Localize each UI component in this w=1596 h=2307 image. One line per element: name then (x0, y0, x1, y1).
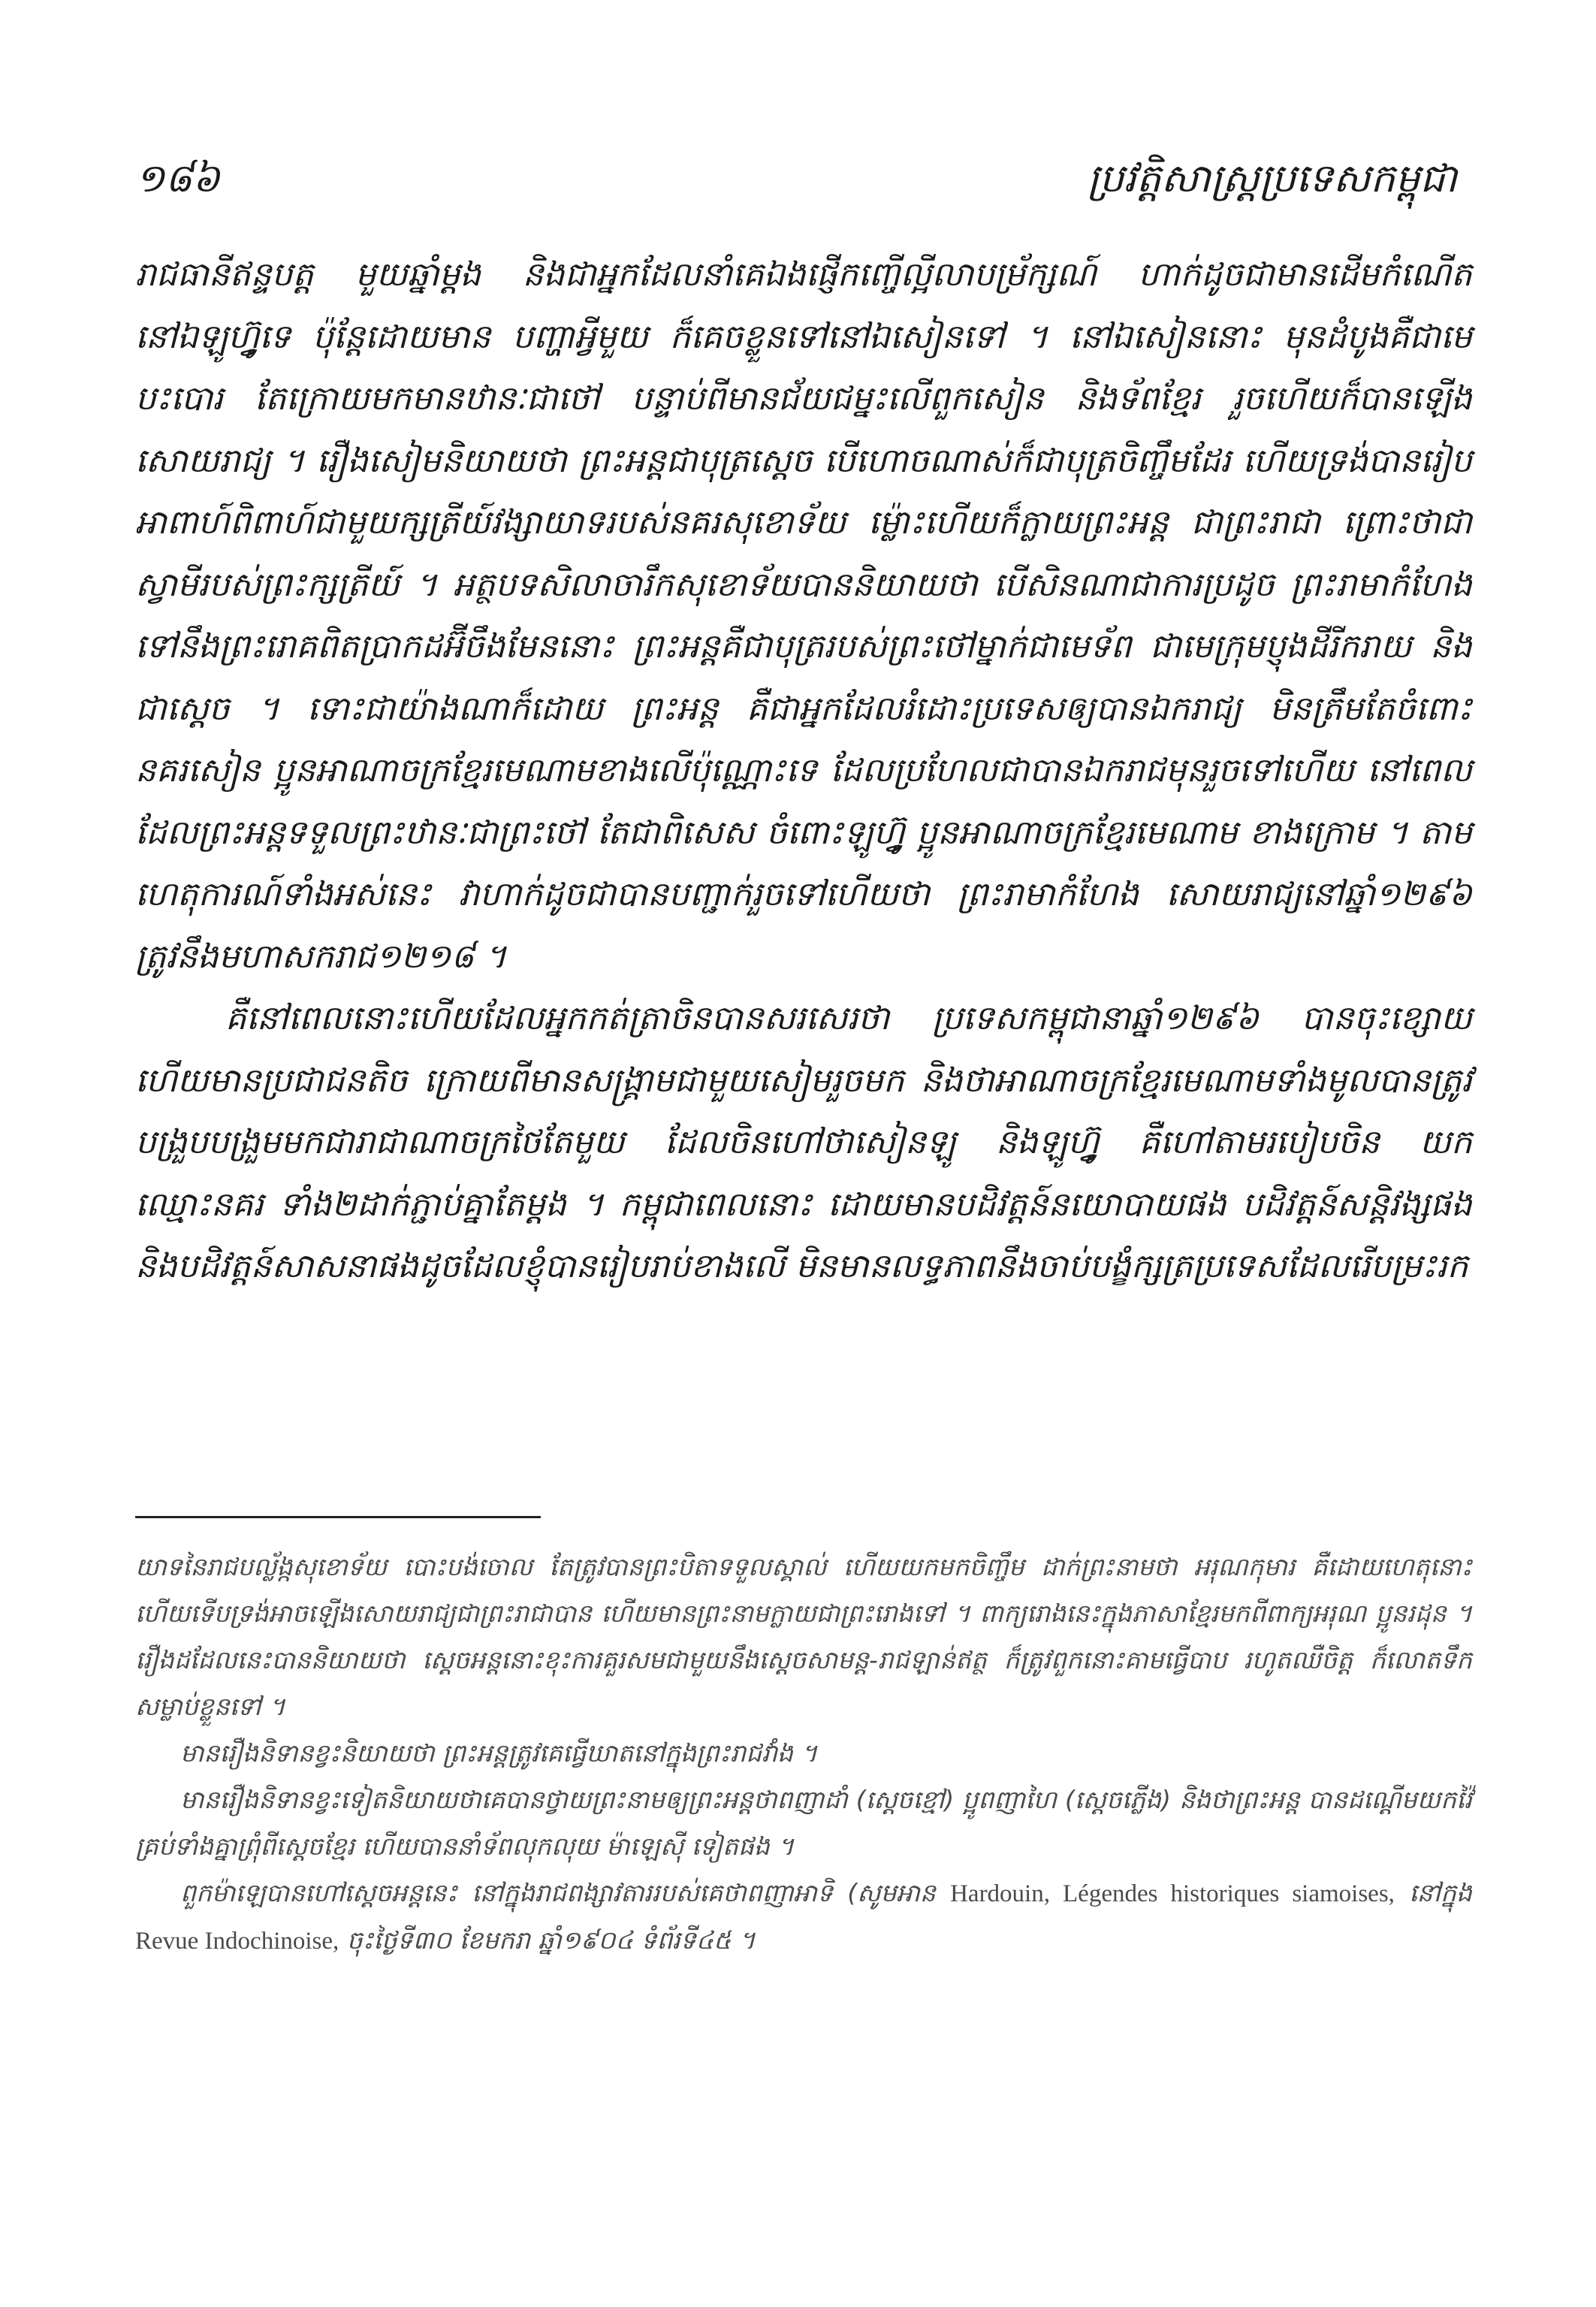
footnote (135, 1870, 1472, 1964)
footnote-text: នៅក្នុង (1409, 1878, 1472, 1907)
body-paragraph: រាជធានីឥន្ទបត្ត មួយឆ្នាំម្តង និងជាអ្នកដែលនាំគេឯងផ្ញើកញ្ចើល្អីលាបម្រ័ក្សណ៍ ហាក់ដូចជាមានដើមកំណើតនៅឯឡូហ្វ៊ូទេ ប៉ុន្តែដោយមាន បញ្ហាអ្វីមួយ ក៏គេចខ្លួនទៅនៅឯសៀនទៅ ។ នៅឯសៀននោះ មុនដំបូងគឺជាមេបះបោរ តែក្រោយមកមានឋានៈជាថៅ បន្ទាប់ពីមានជ័យជម្នះលើពួកសៀន និងទ័ពខ្មែរ រួចហើយក៏បានឡើងសោយរាជ្យ ។ រឿងសៀមនិយាយថា ព្រះអន្តជាបុត្រស្តេច បើហោចណាស់ក៏ជាបុត្រចិញ្ចឹមដែរ ហើយទ្រង់បានរៀបអាពាហ៍ពិពាហ៍ជាមួយក្សត្រីយ៍វង្សាយាទរបស់នគរសុខោទ័យ ម្ល៉ោះហើយក៏ក្លាយព្រះអន្ត ជាព្រះរាជា ព្រោះថាជាស្វាមីរបស់ព្រះក្សត្រីយ៍ ។ អត្ថបទសិលាចារឹកសុខោទ័យបាននិយាយថា បើសិនណាជាការប្រដូច ព្រះរាមាកំហែងទៅនឹងព្រះរោគពិតប្រាកដអ៊ីចឹងមែននោះ ព្រះអន្តគឺជាបុត្ររបស់ព្រះថៅម្នាក់ជាមេទ័ព ជាមេក្រុមប្ញុងដីរីករាយ និងជាស្តេច ។ ទោះជាយ៉ាងណាក៏ដោយ ព្រះអន្ត គឺជាអ្នកដែលរំដោះប្រទេសឲ្យបានឯករាជ្យ មិនត្រឹមតែចំពោះនគរសៀន ប្អូនអាណាចក្រខ្មែរមេណាមខាងលើប៉ុណ្ណោះទេ ដែលប្រហែលជាបានឯករាជមុនរួចទៅហើយ នៅពេលដែលព្រះអន្តទទួលព្រះឋានៈជាព្រះថៅ តែជាពិសេស ចំពោះឡូហ្វ៊ូ ប្អូនអាណាចក្រខ្មែរមេណាម ខាងក្រោម ។ តាមហេតុការណ៍ទាំងអស់នេះ វាហាក់ដូចជាបានបញ្ជាក់រួចទៅហើយថា ព្រះរាមាកំហែង សោយរាជ្យនៅឆ្នាំ១២៩៦ ត្រូវនឹងមហាសករាជ១២១៨ ។ (135, 255, 1472, 976)
body-paragraph: គឺនៅពេលនោះហើយដែលអ្នកកត់ត្រាចិនបានសរសេរថា ប្រទេសកម្ពុជានាឆ្នាំ១២៩៦ បានចុះខ្សោយហើយមានប្រជាជនតិច ក្រោយពីមានសង្គ្រាមជាមួយសៀមរួចមក និងថាអាណាចក្រខ្មែរមេណាមទាំងមូលបានត្រូវបង្រួបបង្រួមមកជារាជាណាចក្រថៃតែមួយ ដែលចិនហៅថាសៀនឡូ និងឡូហ្វ៊ូ គឺហៅតាមរបៀបចិន យកឈ្មោះនគរ ទាំង២ដាក់ភ្ជាប់គ្នាតែម្តង ។ កម្ពុជាពេលនោះ ដោយមានបដិវត្តន៍នយោបាយផង បដិវត្តន៍សន្តិវង្សផង និងបដិវត្តន៍សាសនាផងដូចដែលខ្ញុំបានរៀបរាប់ខាងលើ មិនមានលទ្ធភាពនឹងចាប់បង្ខំក្សត្រប្រទេសដែលរើបម្រះរក (135, 999, 1472, 1285)
running-title: ប្រវត្តិសាស្ត្រប្រទេសកម្ពុជា (1087, 156, 1457, 201)
body-text (135, 244, 1472, 1298)
footnote-text: ពួកម៉ាឡេបានហៅស្តេចអន្តនេះ នៅក្នុងរាជពង្សាវតាររបស់គេថាពញាអាទិ (សូមអាន (180, 1878, 936, 1907)
page-number: ១៨៦ (135, 156, 220, 201)
page-header (135, 154, 1457, 222)
footnote: មានរឿងនិទានខ្វះទៀតនិយាយថាគេបានថ្វាយព្រះនាមឲ្យព្រះអន្តថាពញាដាំ (ស្តេចខ្មៅ) ប្អូពញាហៃ (ស្តេចភ្លើង) និងថាព្រះអន្ត បានដណ្តើមយកវ៉ៃគ្រប់ទាំងគ្នាព្រុំពីស្តេចខ្មែរ ហើយបាននាំទ័ពលុកលុយ ម៉ាឡេស៊ី ទៀតផង ។ (135, 1785, 1472, 1861)
footnote-citation: Hardouin, Légendes historiques siamoises, (950, 1880, 1395, 1907)
footnote-citation: Revue Indochinoise, (135, 1928, 339, 1955)
footnote-text: ចុះថ្ងៃទី៣០ ខែមករា ឆ្នាំ១៩០៤ ទំព័រទី៤៥ ។ (346, 1925, 756, 1955)
footnote: យាទនៃរាជបល្ល័ង្កសុខោទ័យ បោះបង់ចោល តែត្រូវបានព្រះបិតាទទួលស្គាល់ ហើយយកមកចិញ្ចឹម ដាក់ព្រះនាមថា អរុណកុមារ គឺដោយហេតុនោះហើយទើបទ្រង់អាចឡើងសោយរាជ្យជាព្រះរាជាបាន ហើយមានព្រះនាមក្លាយជាព្រះរោងទៅ ។ ពាក្យរោងនេះក្នុងភាសាខ្មែរមកពីពាក្យអរុណ ប្អូនរដុន ។ រឿងដដែលនេះបាននិយាយថា ស្តេចអន្តនោះខុះការគួរសមជាមួយនឹងស្តេចសាមន្ត-រាជឡាន់ឥត្ថ ក៏ត្រូវពួកនោះគាមធ្វើបាប រហូតឈឺចិត្ត ក៏លោតទឹកសម្លាប់ខ្លួនទៅ ។ (135, 1552, 1472, 1721)
footnotes (135, 1544, 1472, 1964)
footnote: មានរឿងនិទានខ្វះនិយាយថា ព្រះអន្តត្រូវគេធ្វើឃាតនៅក្នុងព្រះរាជវាំង ។ (180, 1738, 818, 1768)
footnote-separator (135, 1516, 541, 1518)
